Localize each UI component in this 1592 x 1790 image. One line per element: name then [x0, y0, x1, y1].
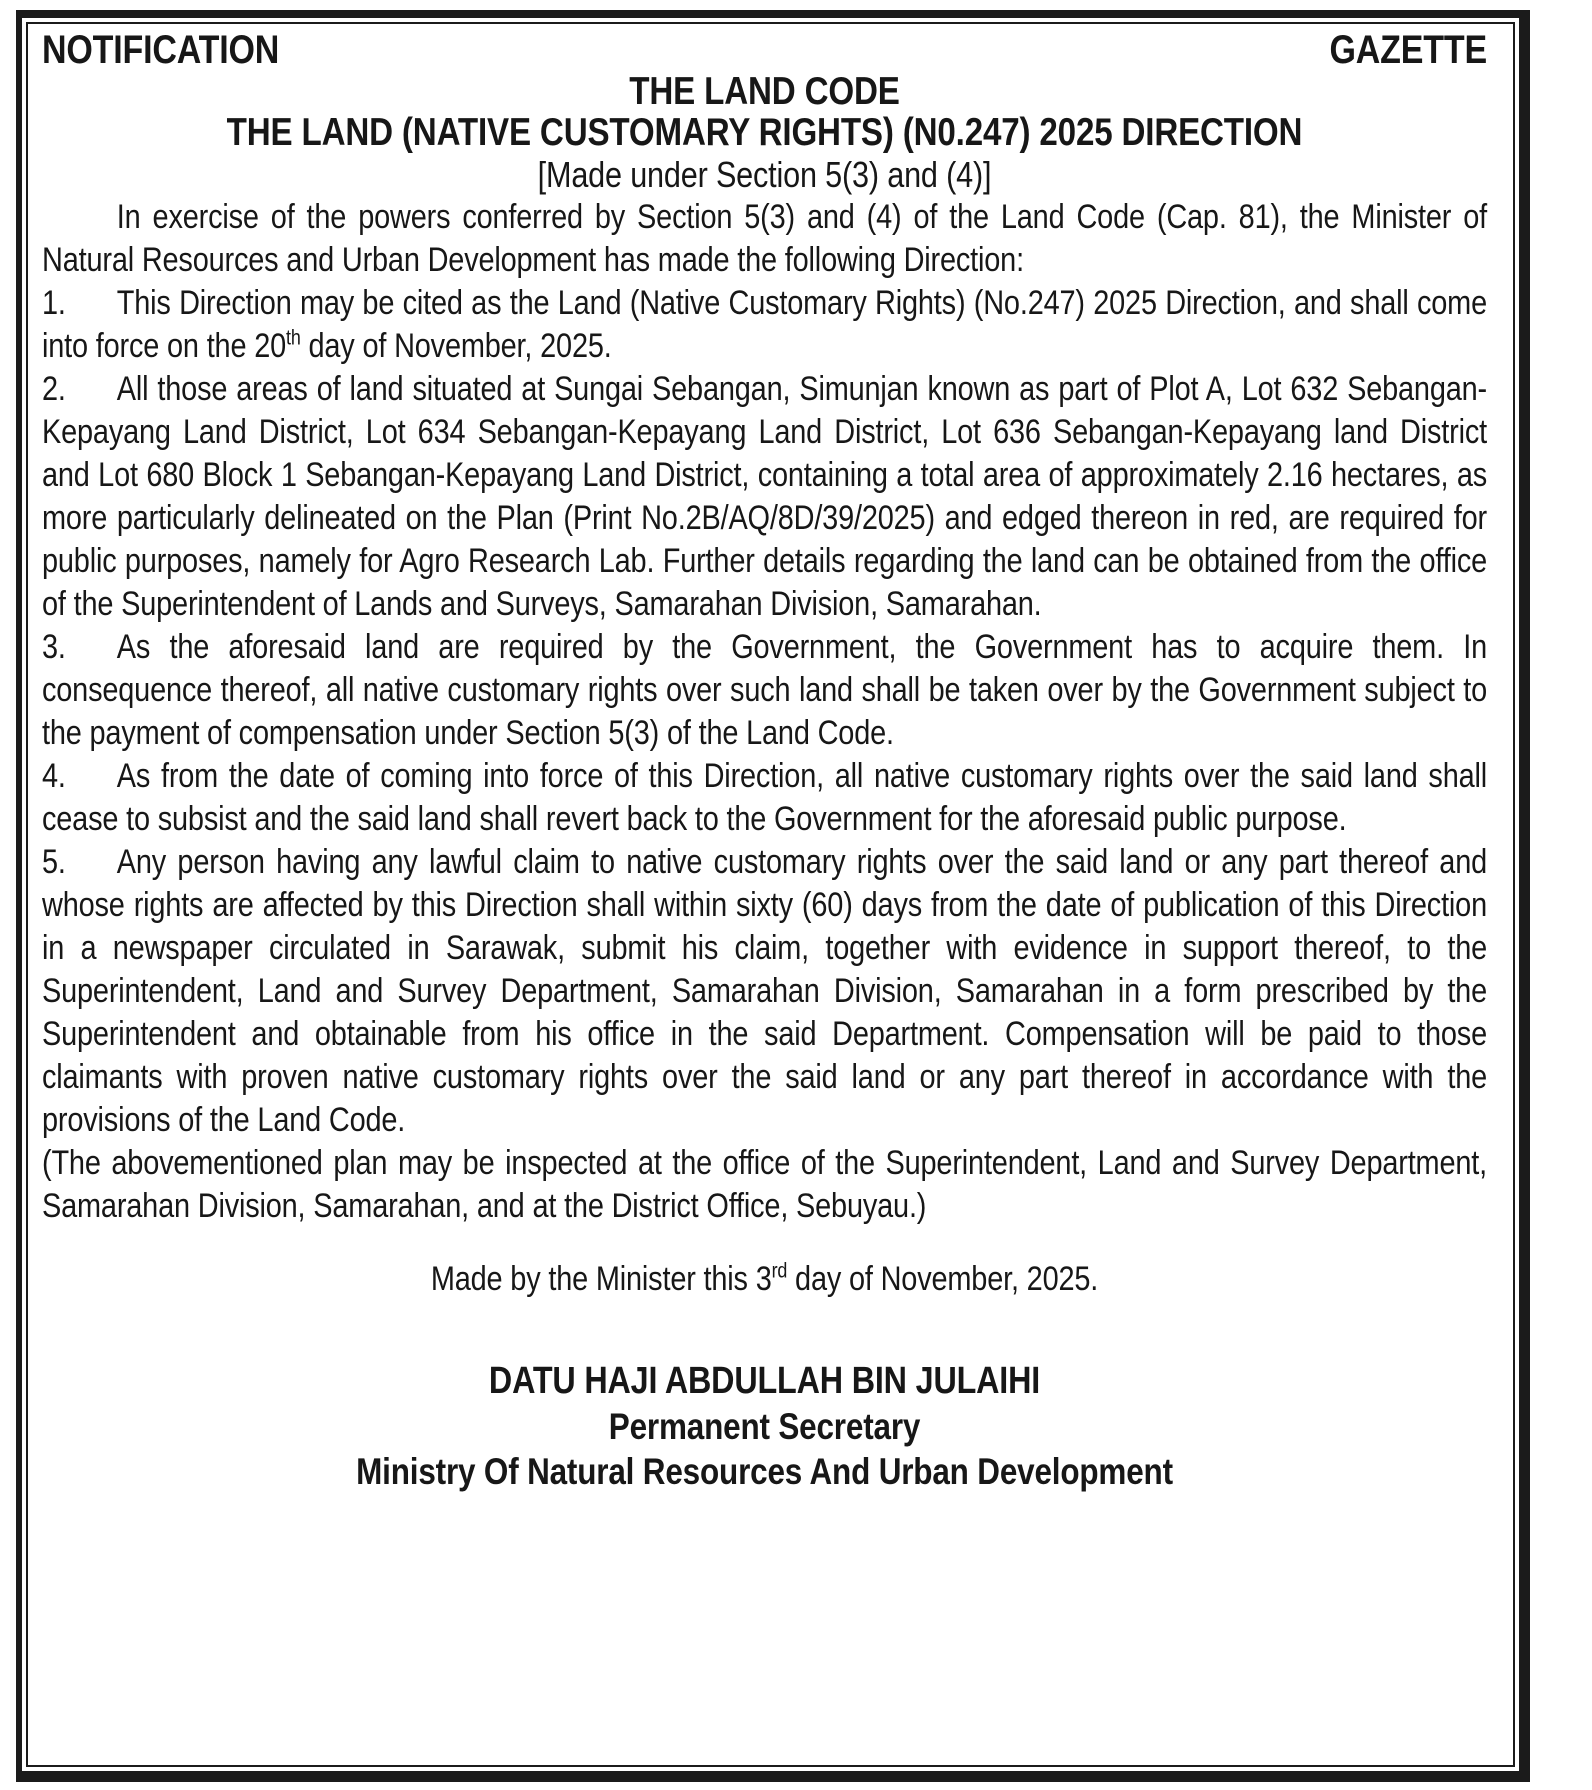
clause-text: As from the date of coming into force of this Direction, all native customary rights over the said land shall cease to subsist and the said land shall revert back to the Government for the aforesaid public purpose.	[42, 757, 1487, 838]
clause-paragraph-3	[42, 626, 1487, 755]
document-content	[42, 28, 1487, 1494]
header-row	[42, 28, 1487, 72]
clause-number: 2.	[42, 370, 66, 408]
intro-paragraph: In exercise of the powers conferred by Section 5(3) and (4) of the Land Code (Cap. 81), the Minister of Natural Resources and Urban Development has made the following Direction:	[42, 198, 1487, 279]
signatory-ministry: Ministry Of Natural Resources And Urban Development	[356, 1451, 1173, 1492]
clause-number: 4.	[42, 757, 66, 795]
clause-paragraph-1	[42, 282, 1487, 368]
clause-number: 5.	[42, 843, 66, 881]
signatory-title: Permanent Secretary	[608, 1406, 921, 1447]
clause-text: Any person having any lawful claim to native customary rights over the said land or any part thereof and whose rights are affected by this Direction shall within sixty (60) days from the date of publication of this Direction in a newspaper circulated in Sarawak, submit his claim, together with evidence in support thereof, to the Superintendent, Land and Survey Department, Samarahan Division, Samarahan in a form prescribed by the Superintendent and obtainable from his office in the said Department. Compensation will be paid to those claimants with proven native customary rights over the said land or any part thereof in accordance with the provisions of the Land Code.	[42, 843, 1487, 1139]
document-inner-frame	[26, 22, 1515, 1767]
made-by-text: day of November, 2025.	[787, 1260, 1099, 1298]
made-by-line	[42, 1258, 1487, 1301]
clause-text: As the aforesaid land are required by the Government, the Government has to acquire them. In consequence thereof, all native customary rights over such land shall be taken over by the Government subject to the payment of compensation under Section 5(3) of the Land Code.	[42, 628, 1487, 752]
clause-text: day of November, 2025.	[300, 327, 612, 365]
inspection-note-paragraph: (The abovementioned plan may be inspected at the office of the Superintendent, Land and Survey Department, Samarahan Division, Samarahan, and at the District Office, Sebuyau.)	[42, 1144, 1487, 1225]
document-frame	[16, 10, 1530, 1782]
clause-paragraph-5	[42, 841, 1487, 1142]
clause-number: 3.	[42, 628, 66, 666]
made-by-text: Made by the Minister this 3	[430, 1260, 772, 1298]
gazette-label: GAZETTE	[1329, 28, 1487, 72]
notification-label: NOTIFICATION	[42, 28, 280, 72]
ordinal-suffix: rd	[771, 1259, 788, 1283]
act-title: THE LAND CODE	[629, 70, 900, 113]
clause-number: 1.	[42, 284, 66, 322]
signatory-name: DATU HAJI ABDULLAH BIN JULAIHI	[488, 1360, 1041, 1402]
direction-title: THE LAND (NATIVE CUSTOMARY RIGHTS) (N0.247) 2025 DIRECTION	[226, 111, 1303, 154]
signature-block	[42, 1359, 1487, 1494]
ordinal-suffix: th	[286, 326, 301, 350]
clause-paragraph-2	[42, 368, 1487, 626]
made-under-subtitle: [Made under Section 5(3) and (4)]	[537, 154, 992, 195]
clause-text: All those areas of land situated at Sungai Sebangan, Simunjan known as part of Plot A, Lot 632 Sebangan-Kepayang Land District, Lot 634 Sebangan-Kepayang Land District, Lot 636 Sebangan-Kepayang land District and Lot 680 Block 1 Sebangan-Kepayang Land District, containing a total area of approximately 2.16 hectares, as more particularly delineated on the Plan (Print No.2B/AQ/8D/39/2025) and edged thereon in red, are required for public purposes, namely for Agro Research Lab. Further details regarding the land can be obtained from the office of the Superintendent of Lands and Surveys, Samarahan Division, Samarahan.	[42, 370, 1487, 623]
clause-text: This Direction may be cited as the Land (Native Customary Rights) (No.247) 2025 Direction, and shall come into force on the 20	[42, 284, 1487, 365]
clause-paragraph-4	[42, 755, 1487, 841]
